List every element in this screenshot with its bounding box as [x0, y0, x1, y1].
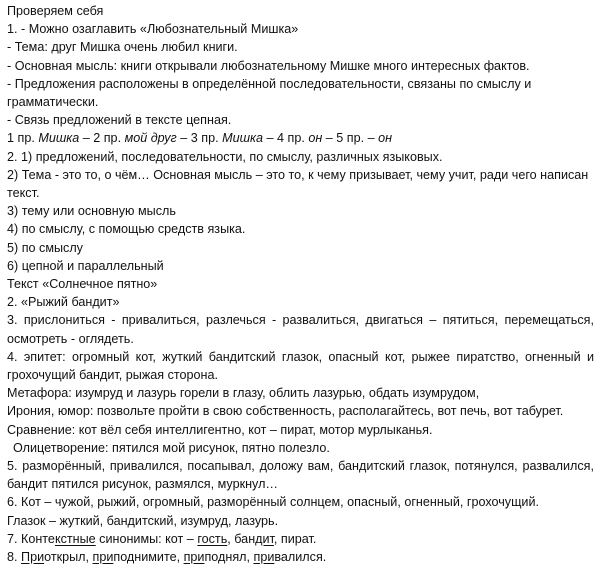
- answer-2-2: 2) Тема - это то, о чём… Основная мысль – это то, к чему призывает, чему учит, ради чего написан текст.: [7, 167, 589, 201]
- answer-sun-3: 3. прислониться - привалиться, разлечься - развалиться, двигаться – пятиться, перемещаться, осмотреть - оглядеть.: [7, 313, 594, 346]
- answer-1-chain-example: [7, 129, 594, 147]
- prefix-part: открыл,: [44, 550, 93, 565]
- synonym-part: 7. Конте: [7, 531, 55, 546]
- prefix-part: 8.: [7, 550, 22, 565]
- prefix-underlined: при: [253, 550, 275, 565]
- answer-1-sentences-order: - Предложения расположены в определённой последовательности, связаны по смыслу и грамматически.: [7, 76, 532, 110]
- answer-1-theme: - Тема: друг Мишка очень любил книги.: [7, 40, 238, 55]
- prefix-part: поднял,: [204, 550, 254, 565]
- chain-part: – 2 пр.: [79, 131, 125, 146]
- synonym-part: , пират.: [273, 531, 317, 546]
- prefix-part: поднимите,: [113, 550, 184, 565]
- answer-sun-5: 5. разморённый, привалился, посапывал, доложу вам, бандитский глазок, потянулся, развалился, бандит пятился рисунок, размялся, муркнул…: [7, 459, 594, 492]
- answer-sun-2: 2. «Рыжий бандит»: [7, 295, 120, 310]
- text-sun-spot-title: Текст «Солнечное пятно»: [7, 277, 158, 292]
- answer-sun-4-metaphor: Метафора: изумруд и лазурь горели в глазу, облить лазурью, обдать изумрудом,: [7, 386, 480, 401]
- synonym-part-underlined: гость: [197, 531, 228, 546]
- answer-sun-4-personification: Олицетворение: пятился мой рисунок, пятно полезло.: [13, 440, 330, 455]
- synonym-part: синонимы: кот –: [95, 531, 198, 546]
- chain-word: он: [378, 131, 393, 146]
- answer-2-5: 5) по смыслу: [7, 240, 83, 255]
- answer-1-main-idea: - Основная мысль: книги открывали любознательному Мишке много интересных фактов.: [7, 58, 530, 73]
- prefix-underlined: При: [21, 550, 45, 565]
- chain-part: – 4 пр.: [263, 131, 309, 146]
- answer-1-title: 1. - Можно озаглавить «Любознательный Мишка»: [7, 22, 299, 37]
- chain-part: 1 пр.: [7, 131, 39, 146]
- answer-sun-4-comparison: Сравнение: кот вёл себя интеллигентно, кот – пират, мотор мурлыканья.: [7, 422, 433, 437]
- synonym-part-underlined: дит: [255, 531, 274, 546]
- chain-part: – 3 пр.: [176, 131, 223, 146]
- answer-2-6: 6) цепной и параллельный: [7, 258, 164, 273]
- heading-check-yourself: Проверяем себя: [7, 4, 104, 18]
- chain-word: мой друг: [124, 131, 177, 146]
- chain-word: Мишка: [222, 131, 263, 146]
- answer-2-4: 4) по смыслу, с помощью средств языка.: [7, 222, 246, 237]
- prefix-part: валился.: [274, 550, 327, 565]
- answer-sun-8-prefixes: [7, 548, 594, 566]
- answer-sun-6-cat: 6. Кот – чужой, рыжий, огромный, разморённый солнцем, опасный, огненный, грохочущий.: [7, 495, 539, 510]
- chain-word: Мишка: [38, 131, 80, 146]
- synonym-part-underlined: кстные: [54, 531, 96, 546]
- answer-sun-6-eye: Глазок – жуткий, бандитский, изумруд, лазурь.: [7, 513, 279, 528]
- chain-part: – 5 пр. –: [322, 131, 379, 146]
- synonym-part: , бан: [227, 531, 256, 546]
- prefix-underlined: при: [92, 550, 114, 565]
- answer-2-1: 2. 1) предложений, последовательности, по смыслу, различных языковых.: [7, 149, 443, 164]
- answer-sun-4-epithets: 4. эпитет: огромный кот, жуткий бандитский глазок, опасный кот, рыжее пиратство, огненный и грохочущий бандит, рыжая сторона.: [7, 349, 594, 383]
- answer-2-3: 3) тему или основную мысль: [7, 204, 176, 219]
- prefix-underlined: при: [183, 550, 205, 565]
- answer-sun-4-irony: Ирония, юмор: позвольте пройти в свою собственность, располагайтесь, вот печь, вот табурет.: [7, 404, 564, 419]
- answer-1-chain-link: - Связь предложений в тексте цепная.: [7, 113, 232, 128]
- answer-sun-7-synonyms: [7, 530, 594, 548]
- chain-word: он: [308, 131, 323, 146]
